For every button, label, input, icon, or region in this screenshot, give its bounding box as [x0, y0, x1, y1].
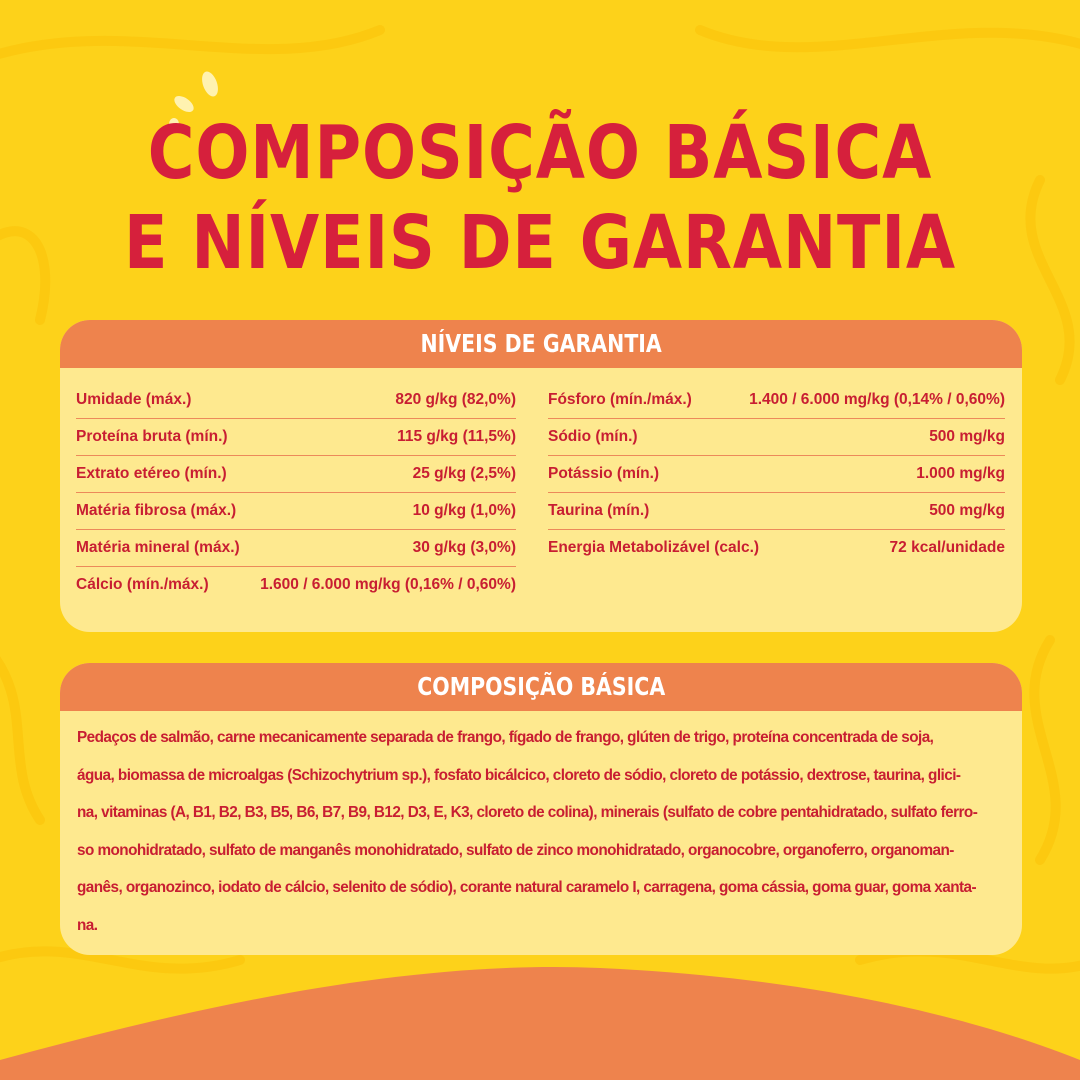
guarantee-value: 25 g/kg (2,5%)	[412, 465, 516, 482]
composition-line: Pedaços de salmão, carne mecanicamente separada de frango, fígado de frango, glúten de trigo, proteína concentrada de soja,	[77, 729, 934, 746]
composition-line: so monohidratado, sulfato de manganês monohidratado, sulfato de zinco monohidratado, organocobre, organoferro, organoman-	[77, 841, 954, 859]
guarantee-row	[548, 493, 1005, 530]
guarantee-value: 1.400 / 6.000 mg/kg (0,14% / 0,60%)	[749, 391, 1005, 408]
guarantee-row	[548, 382, 1005, 419]
guarantee-label: Energia Metabolizável (calc.)	[548, 539, 760, 556]
guarantee-label: Sódio (mín.)	[548, 428, 638, 445]
guarantee-label: Fósforo (mín./máx.)	[548, 391, 692, 408]
guarantee-row	[76, 382, 516, 419]
guarantee-value: 115 g/kg (11,5%)	[397, 428, 516, 445]
guarantee-label: Proteína bruta (mín.)	[76, 428, 228, 445]
guarantee-value: 72 kcal/unidade	[889, 539, 1005, 556]
basic-composition-panel	[60, 663, 1022, 955]
guarantee-value: 1.000 mg/kg	[916, 465, 1005, 482]
guarantee-value: 500 mg/kg	[929, 502, 1005, 519]
guarantee-row	[76, 456, 516, 493]
guarantee-label: Extrato etéreo (mín.)	[76, 465, 227, 482]
page-title	[76, 108, 1005, 288]
basic-composition-header	[60, 663, 1022, 711]
page-title-line-2: E NÍVEIS DE GARANTIA	[124, 200, 956, 286]
guarantee-label: Taurina (mín.)	[548, 502, 650, 519]
guarantee-row	[548, 530, 1005, 566]
guarantee-value: 820 g/kg (82,0%)	[395, 391, 516, 408]
guarantee-value: 30 g/kg (3,0%)	[412, 539, 516, 556]
guarantee-label: Matéria fibrosa (máx.)	[76, 502, 237, 519]
guarantee-label: Umidade (máx.)	[76, 391, 192, 408]
guarantee-right-column	[548, 382, 1005, 566]
guarantee-row	[76, 419, 516, 456]
composition-line: ganês, organozinco, iodato de cálcio, selenito de sódio), corante natural caramelo I, carragena, goma cássia, goma guar, goma xanta-	[77, 879, 977, 896]
guarantee-label: Potássio (mín.)	[548, 465, 660, 482]
guarantee-levels-heading: NÍVEIS DE GARANTIA	[420, 329, 662, 358]
composition-line: na, vitaminas (A, B1, B2, B3, B5, B6, B7, B9, B12, D3, E, K3, cloreto de colina), minerais (sulfato de cobre pentahidratado, sulfato ferro-	[77, 804, 978, 821]
guarantee-row	[76, 493, 516, 530]
guarantee-row	[76, 567, 516, 603]
guarantee-row	[76, 530, 516, 567]
guarantee-value: 10 g/kg (1,0%)	[412, 502, 516, 519]
guarantee-label: Matéria mineral (máx.)	[76, 539, 240, 556]
guarantee-left-column	[76, 382, 516, 603]
guarantee-levels-header	[60, 320, 1022, 368]
guarantee-label: Cálcio (mín./máx.)	[76, 576, 209, 593]
composition-line: água, biomassa de microalgas (Schizochytrium sp.), fosfato bicálcico, cloreto de sódio, cloreto de potássio, dextrose, taurina, glici-	[77, 766, 961, 784]
composition-line: na.	[77, 916, 98, 934]
guarantee-row	[548, 419, 1005, 456]
basic-composition-heading: COMPOSIÇÃO BÁSICA	[416, 672, 665, 701]
guarantee-value: 500 mg/kg	[929, 428, 1005, 445]
composition-text	[77, 719, 1007, 944]
page-title-line-1: COMPOSIÇÃO BÁSICA	[147, 110, 933, 196]
guarantee-row	[548, 456, 1005, 493]
guarantee-levels-panel	[60, 320, 1022, 632]
guarantee-value: 1.600 / 6.000 mg/kg (0,16% / 0,60%)	[260, 576, 516, 593]
